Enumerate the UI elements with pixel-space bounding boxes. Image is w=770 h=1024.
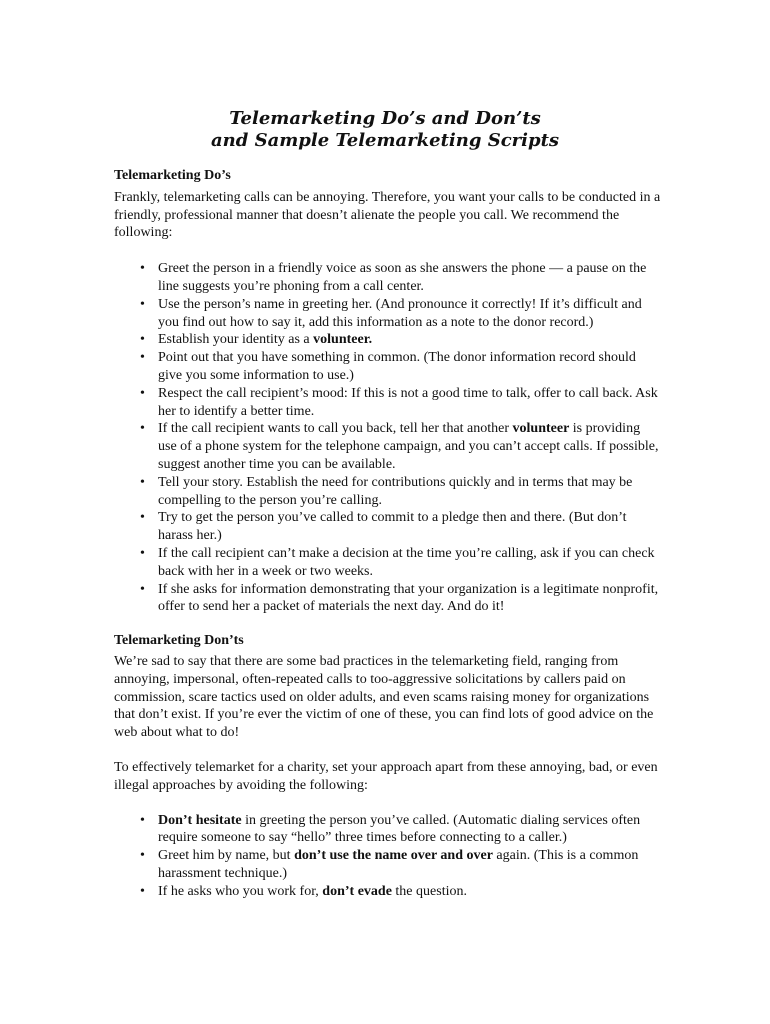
item-text: again. (This is a common harassment technique.): [158, 848, 639, 881]
emphasis-text: volunteer: [512, 421, 570, 437]
list-item: [114, 420, 662, 473]
dos-heading: Telemarketing Do’s: [114, 168, 231, 183]
document-body: [114, 167, 662, 900]
item-text: in greeting the person you’ve called. (Automatic dialing services often require someone to say “hello” three times before connecting to a caller.): [158, 812, 641, 846]
item-text: Respect the call recipient’s mood: If this is not a good time to talk, offer to call back. Ask her to identify a better time.: [158, 385, 658, 419]
bullet-icon: •: [140, 421, 145, 437]
bullet-icon: •: [140, 812, 145, 828]
bullet-icon: •: [140, 296, 145, 312]
list-item: [114, 260, 662, 296]
list-item: [114, 545, 662, 581]
donts-paragraph-2: To effectively telemarket for a charity, set your approach apart from these annoying, bad, or even illegal approaches by avoiding the following:: [114, 759, 658, 793]
item-text: Greet him by name, but: [158, 848, 295, 864]
list-item: [114, 296, 662, 332]
bullet-icon: •: [140, 545, 145, 561]
list-item: [114, 581, 662, 617]
list-item: [114, 509, 662, 545]
list-item: [114, 331, 662, 349]
document-title: [0, 108, 770, 152]
item-text: If the call recipient can’t make a decision at the time you’re calling, ask if you can check back with her in a week or two weeks.: [158, 545, 655, 579]
item-text: Establish your identity as a: [158, 332, 314, 348]
item-text: If the call recipient wants to call you back, tell her that another: [158, 421, 513, 437]
donts-paragraph-1: We’re sad to say that there are some bad practices in the telemarketing field, ranging from annoying, impersonal, often-repeated calls to too-aggressive solicitations by callers paid on commission, scare tactics used on older adults, and even scams raising money for organizations that don’t exist. If you’re ever the victim of one of these, you can find lots of good advice on the web about what to do!: [114, 653, 654, 741]
donts-list: [114, 812, 662, 901]
dos-intro: Frankly, telemarketing calls can be annoying. Therefore, you want your calls to be conducted in a friendly, professional manner that doesn’t alienate the people you call. We recommend the following:: [114, 189, 661, 241]
item-text: Greet the person in a friendly voice as soon as she answers the phone — a pause on the line suggests you’re phoning from a call center.: [158, 261, 647, 294]
list-item: [114, 385, 662, 421]
emphasis-text: don’t evade: [322, 883, 392, 899]
bullet-icon: •: [140, 350, 145, 366]
bullet-icon: •: [140, 261, 145, 277]
item-text: the question.: [391, 883, 467, 899]
donts-heading: Telemarketing Don’ts: [114, 633, 244, 649]
list-item: [114, 847, 662, 883]
dos-list: [114, 260, 662, 616]
item-text: If she asks for information demonstrating that your organization is a legitimate nonprofit, offer to send her a packet of materials the next day. And do it!: [158, 581, 659, 615]
list-item: [114, 474, 662, 510]
emphasis-text: Don’t hesitate: [158, 812, 242, 828]
item-text: If he asks who you work for,: [158, 883, 323, 899]
bullet-icon: •: [140, 883, 145, 899]
bullet-icon: •: [140, 510, 145, 526]
item-text: Try to get the person you’ve called to commit to a pledge then and there. (But don’t harass her.): [158, 510, 627, 544]
list-item: [114, 349, 662, 385]
list-item: [114, 883, 662, 901]
bullet-icon: •: [140, 474, 145, 490]
emphasis-text: volunteer.: [313, 332, 373, 348]
bullet-icon: •: [140, 385, 145, 401]
list-item: [114, 812, 662, 848]
bullet-icon: •: [140, 581, 145, 597]
title-line-1: Telemarketing Do’s and Don’ts: [229, 108, 541, 129]
title-line-2: and Sample Telemarketing Scripts: [210, 130, 560, 151]
bullet-icon: •: [140, 332, 145, 348]
item-text: Tell your story. Establish the need for contributions quickly and in terms that may be compelling to the person you’re calling.: [158, 474, 633, 508]
item-text: Use the person’s name in greeting her. (And pronounce it correctly! If it’s difficult and you find out how to say it, add this information as a note to the donor record.): [158, 296, 642, 330]
item-text: is providing use of a phone system for the telephone campaign, and you can’t accept calls. If possible, suggest another time you can be available.: [158, 421, 659, 472]
emphasis-text: don’t use the name over and over: [294, 848, 493, 864]
bullet-icon: •: [140, 848, 145, 864]
item-text: Point out that you have something in common. (The donor information record should give you some information to use.): [158, 350, 636, 383]
